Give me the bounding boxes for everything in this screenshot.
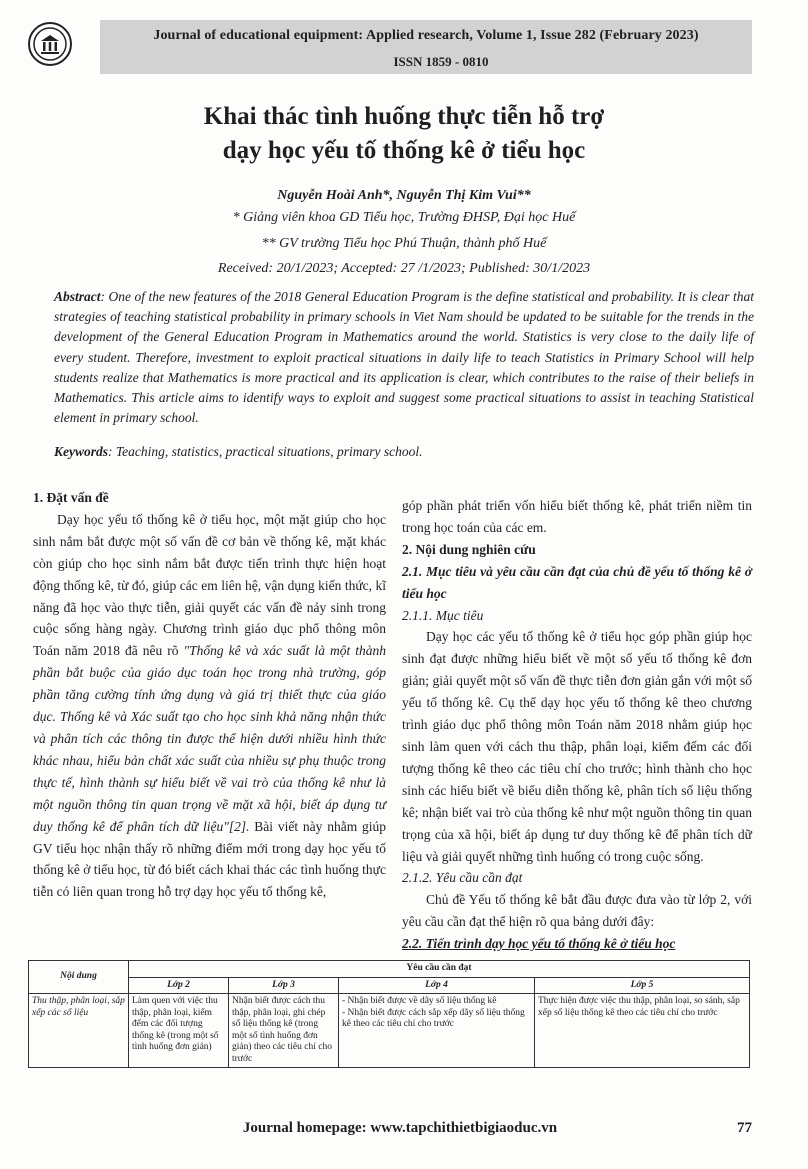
affiliation-2: ** GV trường Tiểu học Phú Thuận, thành phố Huế (261, 236, 547, 251)
title-line-2: dạy học yếu tố thống kê ở tiểu học (222, 137, 586, 164)
grade-5-cell: Thực hiện được việc thu thập, phân loại, so sánh, sắp xếp số liệu thống kê theo các tiêu chí cho trước (535, 994, 750, 1068)
intro-text-a: Dạy học yếu tố thống kê ở tiểu học, một mặt giúp cho học sinh nắm bắt được một số vấn đề cơ bản về thống kê, mặt khác còn giúp cho học sinh nắm bắt được tiến trình thực hiện hoạt động thống kê, từ đó, giúp các em liên hệ, vận dụng kiến thức, kĩ năng đã học vào thực tiễn, giải quyết các vấn đề nảy sinh trong cuộc sống hàng ngày. Chương trình giáo dục phổ thông môn Toán năm 2018 đã nêu rõ (33, 511, 386, 659)
table-grade-row (29, 977, 750, 994)
program-quote: "Thống kê và xác suất là một thành phần bắt buộc của giáo dục toán học trong nhà trường, góp phần tăng cường tính ứng dụng và giá trị thiết thực của giáo dục. Thống kê và Xác suất tạo cho học sinh khả năng nhận thức và phân tích các thông tin được thể hiện dưới nhiều hình thức khác nhau, hiểu bản chất xác suất của nhiều sự phụ thuộc trong thực tế, hình thành sự hiểu biết về vai trò của thống kê như là một nguồn thông tin quan trọng về mặt xã hội, biết áp dụng tư duy thống kê để phân tích dữ liệu"[2]. (33, 643, 386, 834)
requirements-table (28, 960, 750, 1068)
article-title (100, 100, 708, 168)
table-row (29, 994, 750, 1068)
header-grade-5: Lớp 5 (535, 977, 750, 994)
abstract-label: Abstract (54, 289, 101, 304)
subsection-2-1-1-heading: 2.1.1. Mục tiêu (402, 607, 484, 623)
header-grade-2: Lớp 2 (129, 977, 229, 994)
abstract-text: : One of the new features of the 2018 General Education Program is the define statistical and probability. It is clear that strategies of teaching statistical probability in primary schools in Viet Nam should be updated to be suitable for the trends in the development of the General Education Program in Mathematics around the world. Statistics is very close to the daily life of every student. Therefore, investment to exploit practical situations in daily life to teach Statistics in Primary School will help students realize that Mathematics is more practical and its application is clear, which contributes to the raise of their beliefs in Mathematics. This article aims to identify ways to exploit and suggest some practical situations to assist in teaching Statistical element in primary school. (54, 289, 754, 426)
header-requirements: Yêu cầu cần đạt (129, 961, 750, 978)
publication-dates: Received: 20/1/2023; Accepted: 27 /1/2023; Published: 30/1/2023 (217, 261, 591, 276)
table-header-row (29, 961, 750, 978)
header-grade-4: Lớp 4 (339, 977, 535, 994)
intro-text-b: Bài viết này nhằm giúp GV tiểu học nhận thấy rõ những điểm mới trong dạy học yếu tố thống kê ở tiểu học, từ đó biết cách khai thác các tình huống thực tiễn có liên quan trong hỗ trợ dạy học yếu tố thống kê, (33, 818, 386, 900)
grade-4-cell: - Nhận biết được về dãy số liệu thống kê - Nhận biết được cách sắp xếp dãy số liệu thống kê theo các tiêu chí cho trước (339, 994, 535, 1068)
page-number: 77 (737, 1120, 752, 1136)
continued-paragraph: góp phần phát triển vốn hiểu biết thống kê, phát triển niềm tin trong học toán của các em. (402, 498, 752, 535)
topic-cell: Thu thập, phân loại, sắp xếp các số liệu (29, 994, 129, 1068)
journal-name: Journal of educational equipment: Applied research, Volume 1, Issue 282 (February 2023) (153, 28, 699, 43)
abstract (54, 287, 754, 428)
authors: Nguyễn Hoài Anh*, Nguyễn Thị Kim Vui** (277, 188, 531, 203)
header-content: Nội dung (29, 961, 129, 994)
keywords-text: : Teaching, statistics, practical situations, primary school. (108, 444, 423, 459)
table-caption: 2.2. Tiến trình dạy học yếu tố thống kê ở tiểu học (402, 936, 676, 952)
keywords (54, 444, 754, 460)
header-grade-3: Lớp 3 (229, 977, 339, 994)
objectives-paragraph: Dạy học các yếu tố thống kê ở tiểu học góp phần giúp học sinh đạt được những hiểu biết về một số yếu tố thống kê đơn giản; giải quyết một số vấn đề thực tiễn đơn giản gắn với một số yếu tố thống kê. Cụ thể dạy học yếu tố thống kê theo chương trình giáo dục phổ thông môn Toán năm 2018 nhằm giúp học sinh làm quen với cách thu thập, phân loại, kiểm đếm các đối tượng thống kê theo các tiêu chí cho trước; hình thành cho học sinh các hiểu biết về biểu diễn thống kê, phân tích số liệu thống kê; nhận biết vai trò của thống kê như một nguồn thông tin quan trọng của xã hội, biết áp dụng tư duy thống kê để phân tích dữ liệu và giải quyết những tình huống có trong cuộc sống. (402, 629, 752, 864)
right-column (402, 495, 752, 955)
intro-paragraph (33, 509, 386, 903)
keywords-label: Keywords (54, 444, 108, 459)
left-column (33, 487, 386, 903)
section-2-heading: 2. Nội dung nghiên cứu (402, 541, 536, 557)
section-1-heading: 1. Đặt vấn đề (33, 490, 109, 505)
title-line-1: Khai thác tình huống thực tiễn hỗ trợ (203, 103, 605, 130)
subsection-2-1-2-heading: 2.1.2. Yêu cầu cần đạt (402, 870, 523, 886)
grade-3-cell: Nhận biết được cách thu thập, phân loại, ghi chép số liệu thống kê (trong một số tình huống đơn giản) theo các tiêu chí cho trước (229, 994, 339, 1068)
grade-2-cell: Làm quen với việc thu thập, phân loại, kiểm đếm các đối tượng thống kê (trong một số tình huống đơn giản) (129, 994, 229, 1068)
issn: ISSN 1859 - 0810 (393, 54, 489, 69)
subsection-2-1-heading: 2.1. Mục tiêu và yêu cầu cần đạt của chủ đề yếu tố thống kê ở tiểu học (402, 563, 752, 601)
affiliation-1: * Giảng viên khoa GD Tiểu học, Trường ĐHSP, Đại học Huế (232, 210, 576, 225)
journal-homepage: Journal homepage: www.tapchithietbigiaoduc.vn (242, 1120, 558, 1136)
journal-logo-icon (28, 22, 72, 66)
requirements-paragraph: Chủ đề Yếu tố thống kê bắt đầu được đưa vào từ lớp 2, với yêu cầu cần đạt thể hiện rõ qua bảng dưới đây: (402, 892, 752, 930)
